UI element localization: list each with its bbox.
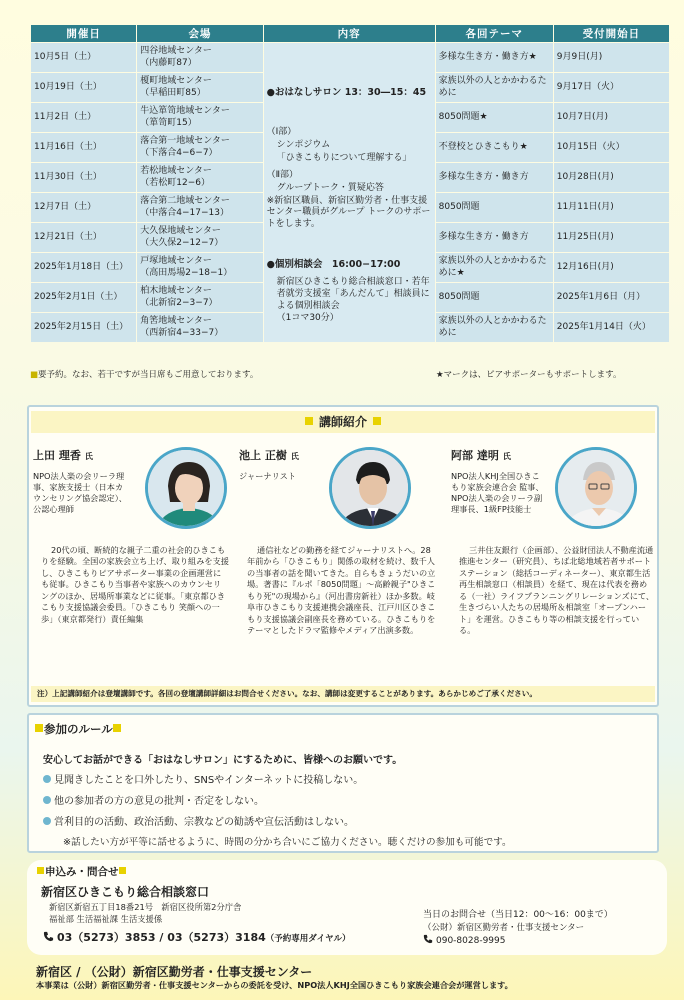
content-part1-a: シンポジウム [276, 140, 331, 151]
content-part2-label: （Ⅱ部） [266, 170, 299, 181]
cell-date [31, 163, 136, 192]
cell-content [264, 43, 435, 342]
cell-date [31, 43, 136, 72]
content-part2-b: ※新宿区職員、新宿区勤労者・仕事支援センター職員がグループ トークのサポートをします。 [266, 195, 431, 230]
cell-theme [436, 133, 553, 162]
venue-name: 牛込箪笥地域センター [140, 106, 230, 117]
title-square-icon [305, 417, 313, 425]
theme-text: 多様な生き方・働き方★ [438, 51, 537, 62]
theme-text: 家族以外の人とかかわるために★ [438, 256, 547, 278]
theme-text: 多様な生き方・働き方 [438, 171, 529, 182]
note-bullet: ■ [30, 370, 39, 380]
title-square-icon [37, 867, 44, 874]
date-text: 11月30日（土） [34, 171, 102, 182]
rules-footnote: ※話したい方が平等に話せるように、時間の分かち合いにご協力ください。聴くだけの参加も可能です。 [63, 837, 512, 848]
rule-text: 見聞きしたことを口外したり、SNSやインターネットに投稿しない。 [54, 775, 364, 786]
lecturers-title [31, 411, 655, 433]
cell-theme [436, 193, 553, 222]
lecturer-suffix: 氏 [290, 452, 299, 461]
cell-theme [436, 43, 553, 72]
start-text: 11月11日(月) [556, 201, 614, 212]
bullet-icon [43, 775, 51, 783]
cell-start [554, 253, 669, 282]
rule-item [43, 792, 264, 807]
content-consult-desc: 新宿区ひきこもり総合相談窓口・若年者就労支援室「あんだんて」相談員による個別相談会 [276, 277, 430, 311]
theme-text: 8050問題★ [438, 111, 488, 122]
cell-date [31, 283, 136, 312]
header-venue: 会場 [137, 25, 262, 42]
cell-start [554, 313, 669, 342]
contact-address-line: 新宿区新宿五丁目18番21号 新宿区役所第2分庁舎 [49, 902, 242, 912]
start-text: 11月25日(月) [556, 231, 614, 242]
phone-note: （予約専用ダイヤル） [265, 934, 351, 944]
venue-name: 落合第一地域センター [140, 136, 230, 147]
lecturer-name-text: 池上 正樹 [239, 449, 287, 462]
lecturer-role: NPO法人KHJ全国ひきこもり家族会連合会 監事、NPO法人楽の会リーラ副理事長、1級FP技能士 [451, 471, 544, 515]
rules-intro: 安心してお話ができる「おはなしサロン」にするために、皆様へのお願いです。 [43, 755, 403, 766]
date-text: 2025年1月18日（土） [34, 261, 129, 272]
cell-start [554, 283, 669, 312]
cell-venue [137, 283, 262, 312]
theme-text: 家族以外の人とかかわるために [438, 76, 547, 98]
bullet-icon [43, 817, 51, 825]
rules-title [35, 721, 122, 737]
phone-icon [423, 934, 433, 944]
cell-start [554, 43, 669, 72]
contact-section [27, 860, 667, 955]
cell-start [554, 163, 669, 192]
lecturer-role: NPO法人楽の会リーラ理事、家族支援士（日本カウンセリング協会認定）、公認心理師 [33, 471, 127, 515]
cell-date [31, 223, 136, 252]
venue-name: 榎町地域センター [140, 76, 212, 87]
bullet-icon [43, 796, 51, 804]
start-text: 10月28日(月) [556, 171, 614, 182]
same-day-label: 当日のお問合せ（当日12：00〜16：00まで） [423, 910, 613, 920]
lecturer-suffix: 氏 [502, 452, 511, 461]
cell-date [31, 73, 136, 102]
venue-address: （下落合4−6−7） [140, 147, 218, 158]
content-part2-a: グループトーク・質疑応答 [276, 183, 384, 194]
venue-name: 角筈地域センター [140, 316, 212, 327]
cell-start [554, 223, 669, 252]
rules-title-text: 参加のルール [44, 722, 113, 736]
same-day-phone-number: 090-8028-9995 [436, 936, 506, 947]
venue-name: 戸塚地域センター [140, 256, 212, 267]
header-start: 受付開始日 [554, 25, 669, 42]
cell-venue [137, 163, 262, 192]
theme-text: 8050問題 [438, 291, 480, 302]
venue-address: （内藤町87） [140, 57, 197, 68]
lecturer-role: ジャーナリスト [239, 471, 296, 481]
contact-title-text: 申込み・問合せ [45, 866, 119, 878]
cell-date [31, 253, 136, 282]
same-day-contact [423, 909, 613, 948]
content-consult: ●個別相談会 16:00−17:00 [266, 258, 401, 270]
date-text: 12月7日（土） [34, 201, 97, 212]
cell-venue [137, 133, 262, 162]
date-text: 2025年2月15日（土） [34, 321, 129, 332]
rule-text: 営利目的の活動、政治活動、宗教などの勧誘や宣伝活動はしない。 [54, 817, 354, 828]
title-square-icon [113, 724, 121, 732]
footer-operator-note: 本事業は（公財）新宿区勤労者・仕事支援センターからの委託を受け、NPO法人KHJ全国ひきこもり家族会連合会が運営します。 [36, 980, 513, 990]
rules-section [27, 713, 659, 853]
theme-text: 8050問題 [438, 201, 480, 212]
cell-date [31, 103, 136, 132]
cell-theme [436, 103, 553, 132]
cell-start [554, 103, 669, 132]
header-content: 内容 [264, 25, 435, 42]
content-consult-time: （1コマ30分） [276, 313, 339, 324]
venue-address: （大久保2−12−7） [140, 237, 224, 248]
theme-text: 不登校とひきこもり★ [438, 141, 528, 152]
title-square-icon [119, 867, 126, 874]
date-text: 10月5日（土） [34, 51, 97, 62]
date-text: 2025年2月1日（土） [34, 291, 123, 302]
lecturers-section [27, 405, 659, 707]
lecturer-bio: 20代の頃、断続的な親子二重の社会的ひきこもりを経験。全国の家族会立ち上げ、取り組みを支援し、ひきこもりピアサポーター事業の企画運営にも従事。ひきこもり当事者や家族へのカウンセリングのほか、居場所事業などに従事。「東京都ひきこもり支援協議会委員。「ひきこもり 笑顔への一歩」（東京都発行）責任編集 [41, 545, 229, 624]
venue-address: （箪笥町15） [140, 117, 197, 128]
lecturer-bio: 通信社などの勤務を経てジャーナリストへ。28年前から「ひきこもり」関係の取材を続け、数千人の当事者の話を聞いてきた。自らもきょうだいの立場。著書に『ルポ「8050問題」～高齢親子"ひきこもり死"の現場から』（河出書房新社）ほか多数。岐阜市ひきこもり支援連携会議座長、江戸川区ひきこもり支援協議会副座長を務めている。ひきこもりをテーマとしたドラマ監修やメディア出演多数。 [247, 545, 436, 636]
cell-start [554, 73, 669, 102]
same-day-org: （公財）新宿区勤労者・仕事支援センター [423, 923, 585, 934]
lecturer-name-text: 阿部 達明 [451, 449, 499, 462]
header-theme: 各回テーマ [436, 25, 553, 42]
contact-department: 福祉部 生活福祉課 生活支援係 [49, 914, 163, 925]
header-date: 開催日 [31, 25, 136, 42]
title-square-icon [35, 724, 43, 732]
lecturer-photo-abe [555, 447, 637, 529]
start-text: 10月15日（火） [556, 141, 625, 152]
lecturer-name-text: 上田 理香 [33, 449, 81, 462]
date-text: 10月19日（土） [34, 81, 102, 92]
start-text: 9月9日(月) [556, 51, 603, 62]
rule-item [43, 813, 354, 828]
start-text: 12月16日(月) [556, 261, 614, 272]
contact-title [37, 864, 127, 879]
cell-theme [436, 313, 553, 342]
title-square-icon [373, 417, 381, 425]
cell-venue [137, 103, 262, 132]
cell-date [31, 133, 136, 162]
cell-venue [137, 43, 262, 72]
cell-venue [137, 193, 262, 222]
date-text: 11月16日（土） [34, 141, 102, 152]
reservation-note [30, 368, 258, 380]
venue-address: （中落合4−17−13） [140, 207, 229, 218]
lecturer-suffix: 氏 [84, 452, 93, 461]
content-salon: ●おはなしサロン 13：30―15：45 [266, 87, 427, 98]
rule-text: 他の参加者の方の意見の批判・否定をしない。 [54, 796, 264, 807]
venue-name: 四谷地域センター [140, 46, 212, 57]
cell-theme [436, 163, 553, 192]
date-text: 11月2日（土） [34, 111, 97, 122]
lecturers-title-text: 講師紹介 [318, 415, 367, 429]
start-text: 10月7日(月) [556, 111, 608, 122]
contact-address [49, 901, 241, 925]
cell-theme [436, 73, 553, 102]
start-text: 9月17日（火） [556, 81, 619, 92]
venue-address: （北新宿2−3−7） [140, 297, 218, 308]
footer-organizers: 新宿区 / （公財）新宿区勤労者・仕事支援センター [36, 965, 313, 979]
venue-address: （若松町12−6） [140, 177, 211, 188]
venue-address: （西新宿4−33−7） [140, 327, 224, 338]
start-text: 2025年1月14日（火） [556, 321, 651, 332]
lecturer-photo-ikegami [329, 447, 411, 529]
cell-venue [137, 73, 262, 102]
cell-venue [137, 313, 262, 342]
venue-name: 柏木地域センター [140, 286, 212, 297]
content-part1-label: （Ⅰ部） [266, 127, 297, 138]
same-day-phone[interactable] [423, 934, 613, 948]
date-text: 12月21日（土） [34, 231, 102, 242]
table-row [31, 43, 669, 72]
contact-phone[interactable] [43, 929, 351, 945]
cell-theme [436, 253, 553, 282]
phone-number: 03（5273）3853 / 03（5273）3184 [57, 931, 266, 944]
cell-date [31, 313, 136, 342]
lecturer-note: 注）上記講師紹介は登壇講師です。各回の登壇講師詳細はお問合せください。なお、講師は変更することがあります。あらかじめご了承ください。 [31, 686, 655, 702]
cell-date [31, 193, 136, 222]
venue-address: （早稲田町85） [140, 87, 206, 98]
venue-name: 落合第二地域センター [140, 196, 230, 207]
rule-item [43, 771, 363, 786]
table-header-row [31, 25, 669, 42]
theme-text: 多様な生き方・働き方 [438, 231, 529, 242]
venue-name: 大久保地域センター [140, 226, 221, 237]
phone-icon [43, 931, 54, 942]
reservation-note-text: 要予約。なお、若干ですが当日席もご用意しております。 [38, 370, 259, 380]
cell-venue [137, 223, 262, 252]
contact-org: 新宿区ひきこもり総合相談窓口 [41, 885, 210, 899]
start-text: 2025年1月6日（月） [556, 291, 646, 302]
lecturer-bio: 三井住友銀行（企画部）、公益財団法人不動産流通推進センター（研究員）、ちば北総地域若者サポートステーション（総括コーディネーター）、東京都生活再生相談窓口（相談員）を経て、現在は代表を務める（一社）ライフプランニングリレーションズにて、生きづらい人たちの居場所＆相談室「オープンハート」を運営。ひきこもり等の相談支援を行っている。 [459, 545, 655, 636]
lecturer-photo-ueda [145, 447, 227, 529]
theme-text: 家族以外の人とかかわるために [438, 316, 547, 338]
star-note: ★マークは、ピアサポーターもサポートします。 [436, 370, 622, 380]
cell-start [554, 193, 669, 222]
cell-theme [436, 223, 553, 252]
venue-name: 若松地域センター [140, 166, 212, 177]
venue-address: （高田馬場2−18−1） [140, 267, 233, 278]
schedule-table [30, 24, 670, 343]
content-part1-b: 「ひきこもりについて理解する」 [276, 152, 412, 163]
cell-theme [436, 283, 553, 312]
cell-start [554, 133, 669, 162]
cell-venue [137, 253, 262, 282]
